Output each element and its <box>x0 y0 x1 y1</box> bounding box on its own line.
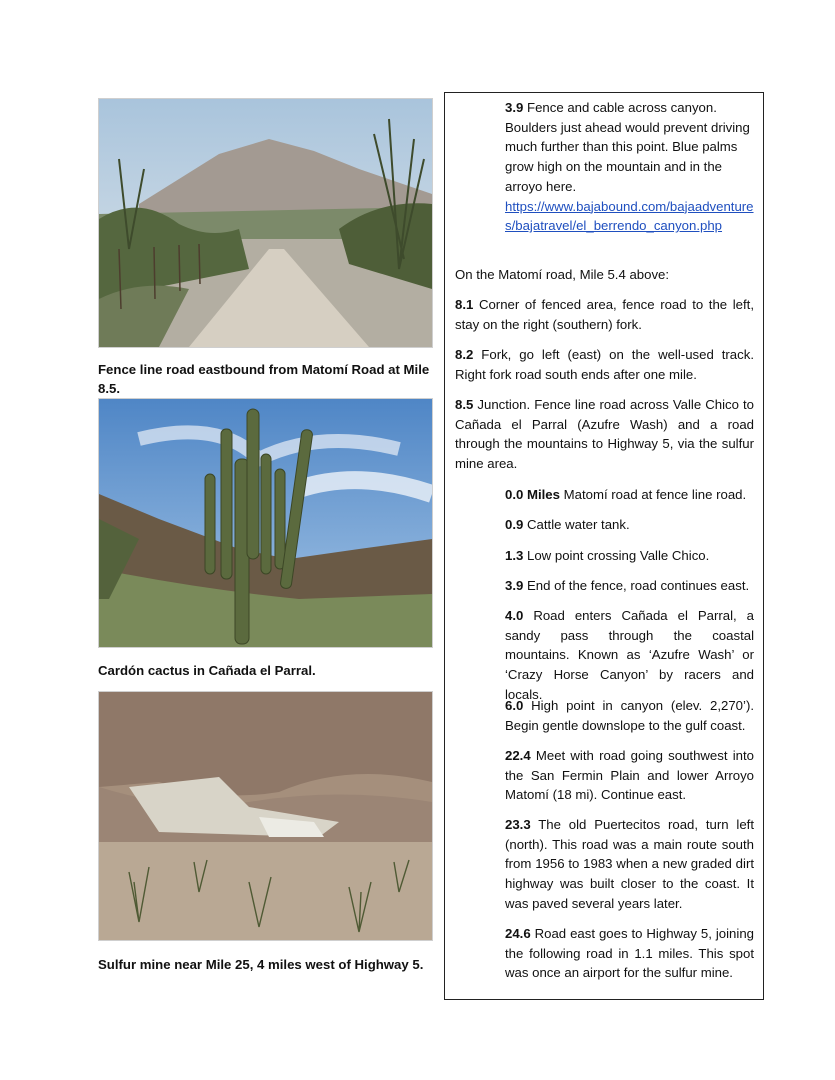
cardon-cactus-photo <box>98 398 433 648</box>
desert-road-photo <box>98 98 433 348</box>
road-log-entry <box>505 696 754 735</box>
mile-marker: 22.4 <box>505 748 531 763</box>
road-log-entry <box>505 546 754 566</box>
mile-marker: 6.0 <box>505 698 524 713</box>
sulfur-mine-photo <box>98 691 433 941</box>
entry-text: Cattle water tank. <box>523 517 630 532</box>
mile-marker: 3.9 <box>505 100 524 115</box>
entry-text: End of the fence, road continues east. <box>523 578 750 593</box>
mile-marker: 4.0 <box>505 608 524 623</box>
road-log-entry <box>505 515 754 535</box>
road-log-entry <box>505 576 754 596</box>
entry-text: Road east goes to Highway 5, joining the following road in 1.1 miles. This spot was once an airport for the sulfur mine. <box>505 926 754 981</box>
mile-marker: 3.9 <box>505 578 524 593</box>
mile-marker: 0.0 Miles <box>505 487 560 502</box>
road-log-entry <box>455 295 754 334</box>
entry-text: Junction. Fence line road across Valle Chico to Cañada el Parral (Azufre Wash) and a road through the mountains to Highway 5, via the sulfur mine area. <box>455 397 754 472</box>
entry-text: Corner of fenced area, fence road to the left, stay on the right (southern) fork. <box>455 297 754 332</box>
mile-marker: 1.3 <box>505 548 524 563</box>
mile-marker: 23.3 <box>505 817 531 832</box>
entry-text: The old Puertecitos road, turn left (north). This road was a main route south from 1956 to 1983 when a new graded dirt highway was built closer to the coast. It was paved several years later. <box>505 817 754 911</box>
mile-marker: 0.9 <box>505 517 524 532</box>
mile-marker: 8.1 <box>455 297 474 312</box>
road-log-entry <box>505 98 754 236</box>
photo-caption-1: Fence line road eastbound from Matomí Road at Mile 8.5. <box>98 362 430 396</box>
road-log-entry <box>455 395 754 474</box>
road-log-entry <box>505 746 754 805</box>
mile-marker: 8.2 <box>455 347 474 362</box>
road-log-entry <box>505 485 754 505</box>
road-log-entry <box>455 345 754 384</box>
entry-text: High point in canyon (elev. 2,270’). Begin gentle downslope to the gulf coast. <box>505 698 754 733</box>
entry-text: Fork, go left (east) on the well-used track. Right fork road south ends after one mile. <box>455 347 754 382</box>
road-log-entry <box>505 606 754 705</box>
road-log-entry <box>505 924 754 983</box>
photo-caption-2: Cardón cactus in Cañada el Parral. <box>98 663 316 678</box>
entry-text: Low point crossing Valle Chico. <box>523 548 710 563</box>
entry-text: Fence and cable across canyon. Boulders just ahead would prevent driving much further than this point. Blue palms grow high on the mountain and in the arroyo here. <box>505 100 750 194</box>
section-heading: On the Matomí road, Mile 5.4 above: <box>455 267 670 282</box>
bajabound-link[interactable]: https://www.bajabound.com/bajaadventures/bajatravel/el_berrendo_canyon.php <box>505 198 754 234</box>
entry-text: Meet with road going southwest into the San Fermin Plain and lower Arroyo Matomí (18 mi). Continue east. <box>505 748 754 803</box>
mile-marker: 24.6 <box>505 926 531 941</box>
mile-marker: 8.5 <box>455 397 474 412</box>
entry-text: Road enters Cañada el Parral, a sandy pass through the coastal mountains. Known as ‘Azufre Wash’ or ‘Crazy Horse Canyon’ by racers and locals. <box>505 608 754 702</box>
photo-caption-3: Sulfur mine near Mile 25, 4 miles west of Highway 5. <box>98 957 424 972</box>
road-log-panel <box>444 92 764 1000</box>
entry-text: Matomí road at fence line road. <box>559 487 747 502</box>
road-log-entry <box>505 815 754 914</box>
